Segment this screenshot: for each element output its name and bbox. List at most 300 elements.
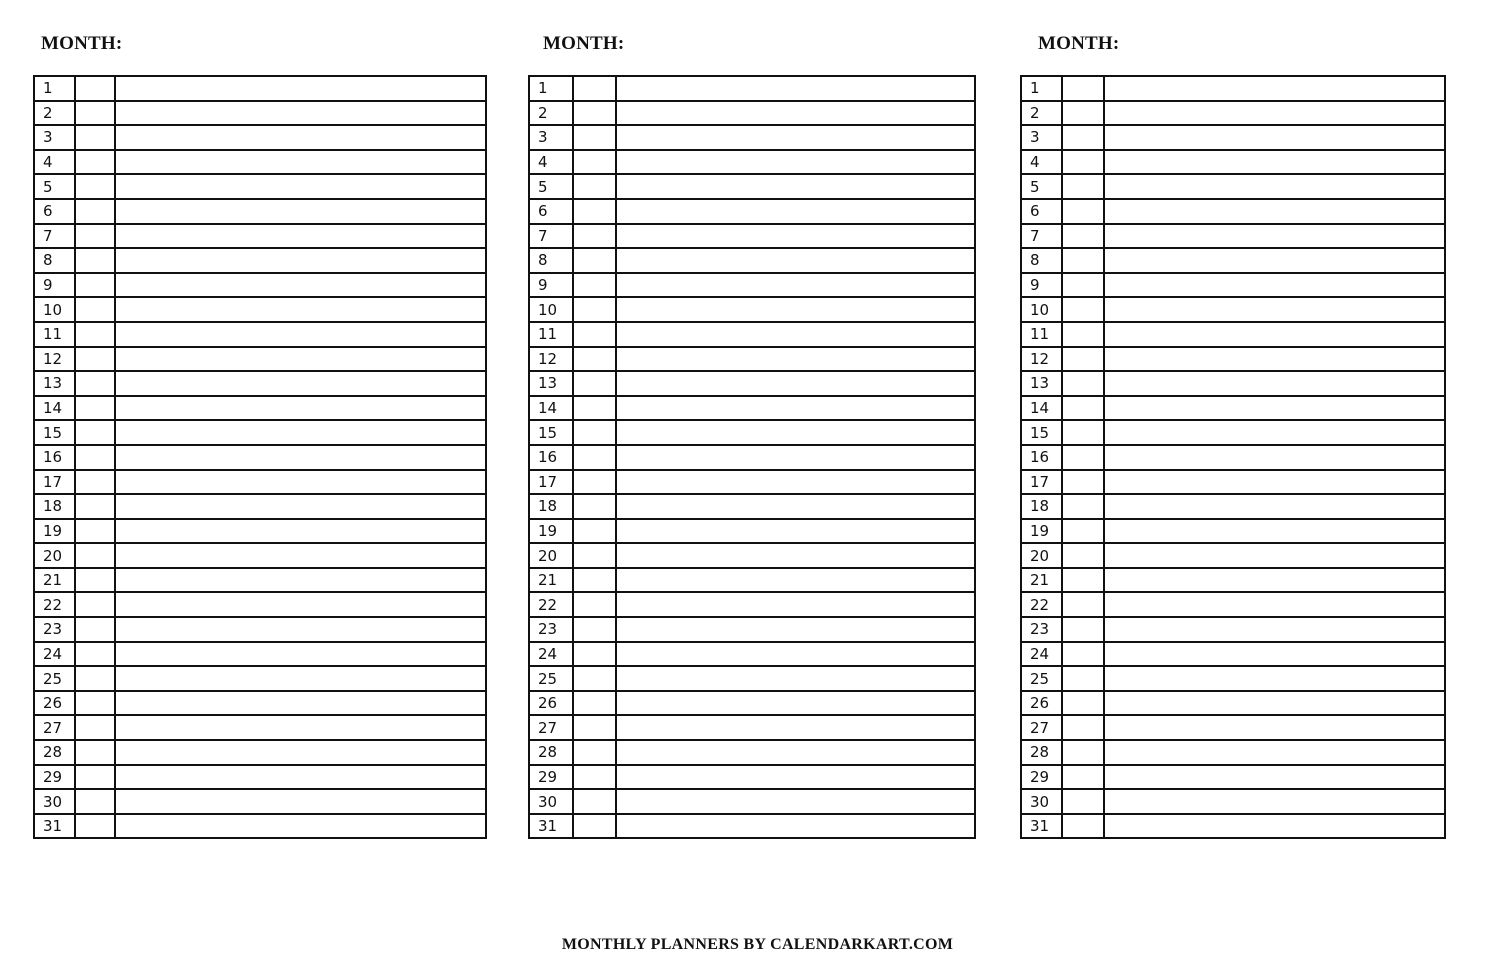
weekday-cell[interactable] [573,150,616,175]
day-number: 31 [34,814,75,839]
notes-cell[interactable] [1104,174,1445,199]
day-row [529,396,975,421]
day-number: 16 [34,445,75,470]
weekday-cell[interactable] [1062,76,1104,101]
notes-cell[interactable] [616,519,975,544]
notes-cell[interactable] [616,125,975,150]
day-number: 2 [529,101,573,126]
day-number: 10 [34,297,75,322]
day-row [34,691,486,716]
weekday-cell[interactable] [573,715,616,740]
day-number: 5 [1021,174,1062,199]
day-row [34,224,486,249]
notes-cell[interactable] [616,543,975,568]
day-number: 3 [1021,125,1062,150]
day-number: 19 [529,519,573,544]
weekday-cell[interactable] [573,789,616,814]
weekday-cell[interactable] [573,617,616,642]
weekday-cell[interactable] [573,470,616,495]
day-row [1021,519,1445,544]
weekday-cell[interactable] [1062,691,1104,716]
notes-cell[interactable] [1104,273,1445,298]
weekday-cell[interactable] [1062,617,1104,642]
day-row [1021,740,1445,765]
day-row [34,617,486,642]
weekday-cell[interactable] [1062,519,1104,544]
day-row [34,715,486,740]
notes-cell[interactable] [1104,396,1445,421]
day-number: 16 [529,445,573,470]
weekday-cell[interactable] [1062,814,1104,839]
day-number: 6 [529,199,573,224]
day-row [529,568,975,593]
day-number: 11 [1021,322,1062,347]
weekday-cell[interactable] [75,76,115,101]
day-number: 30 [529,789,573,814]
weekday-cell[interactable] [75,494,115,519]
day-row [529,592,975,617]
notes-cell[interactable] [1104,371,1445,396]
notes-cell[interactable] [616,396,975,421]
day-number: 29 [529,765,573,790]
notes-cell[interactable] [115,568,486,593]
weekday-cell[interactable] [1062,789,1104,814]
notes-cell[interactable] [616,101,975,126]
weekday-cell[interactable] [75,396,115,421]
weekday-cell[interactable] [1062,199,1104,224]
month-label-1: MONTH: [41,33,123,54]
day-number: 21 [529,568,573,593]
day-number: 13 [529,371,573,396]
weekday-cell[interactable] [75,174,115,199]
notes-cell[interactable] [1104,519,1445,544]
weekday-cell[interactable] [573,691,616,716]
day-number: 14 [529,396,573,421]
notes-cell[interactable] [1104,150,1445,175]
notes-cell[interactable] [115,150,486,175]
day-row [1021,715,1445,740]
weekday-cell[interactable] [573,248,616,273]
weekday-cell[interactable] [573,297,616,322]
notes-cell[interactable] [115,76,486,101]
weekday-cell[interactable] [573,666,616,691]
day-row [529,715,975,740]
day-number: 12 [529,347,573,372]
notes-cell[interactable] [1104,125,1445,150]
weekday-cell[interactable] [1062,592,1104,617]
notes-cell[interactable] [115,470,486,495]
day-number: 27 [1021,715,1062,740]
day-number: 25 [529,666,573,691]
notes-cell[interactable] [616,420,975,445]
weekday-cell[interactable] [75,347,115,372]
weekday-cell[interactable] [1062,125,1104,150]
weekday-cell[interactable] [1062,543,1104,568]
weekday-cell[interactable] [1062,642,1104,667]
notes-cell[interactable] [115,322,486,347]
day-number: 26 [34,691,75,716]
weekday-cell[interactable] [75,273,115,298]
notes-cell[interactable] [616,174,975,199]
notes-cell[interactable] [115,420,486,445]
notes-cell[interactable] [115,297,486,322]
day-row [529,224,975,249]
weekday-cell[interactable] [573,642,616,667]
weekday-cell[interactable] [75,740,115,765]
weekday-cell[interactable] [1062,248,1104,273]
day-row [529,543,975,568]
weekday-cell[interactable] [75,470,115,495]
weekday-cell[interactable] [573,273,616,298]
day-row [1021,101,1445,126]
notes-cell[interactable] [616,199,975,224]
notes-cell[interactable] [616,740,975,765]
weekday-cell[interactable] [1062,715,1104,740]
notes-cell[interactable] [115,740,486,765]
weekday-cell[interactable] [573,347,616,372]
day-row [529,494,975,519]
weekday-cell[interactable] [573,396,616,421]
planner-table-1 [33,75,487,839]
notes-cell[interactable] [115,371,486,396]
day-row [1021,765,1445,790]
weekday-cell[interactable] [1062,371,1104,396]
day-number: 20 [34,543,75,568]
day-row [1021,273,1445,298]
month-label-3: MONTH: [1038,33,1120,54]
day-number: 8 [1021,248,1062,273]
day-row [1021,617,1445,642]
day-number: 4 [1021,150,1062,175]
weekday-cell[interactable] [75,445,115,470]
day-row [34,470,486,495]
day-row [529,125,975,150]
day-number: 5 [529,174,573,199]
weekday-cell[interactable] [1062,297,1104,322]
weekday-cell[interactable] [75,150,115,175]
notes-cell[interactable] [1104,814,1445,839]
day-number: 21 [1021,568,1062,593]
weekday-cell[interactable] [1062,347,1104,372]
notes-cell[interactable] [1104,297,1445,322]
notes-cell[interactable] [1104,199,1445,224]
notes-cell[interactable] [115,347,486,372]
notes-cell[interactable] [1104,740,1445,765]
day-number: 17 [34,470,75,495]
notes-cell[interactable] [616,789,975,814]
day-number: 8 [529,248,573,273]
day-number: 7 [529,224,573,249]
day-row [1021,470,1445,495]
notes-cell[interactable] [1104,470,1445,495]
day-number: 30 [34,789,75,814]
day-row [529,347,975,372]
day-number: 15 [1021,420,1062,445]
notes-cell[interactable] [616,568,975,593]
notes-cell[interactable] [1104,224,1445,249]
notes-cell[interactable] [115,445,486,470]
weekday-cell[interactable] [1062,101,1104,126]
day-number: 24 [1021,642,1062,667]
notes-cell[interactable] [115,101,486,126]
day-row [529,789,975,814]
weekday-cell[interactable] [573,371,616,396]
day-number: 26 [529,691,573,716]
weekday-cell[interactable] [75,642,115,667]
notes-cell[interactable] [1104,494,1445,519]
day-row [34,297,486,322]
weekday-cell[interactable] [75,691,115,716]
notes-cell[interactable] [616,76,975,101]
weekday-cell[interactable] [1062,470,1104,495]
weekday-cell[interactable] [1062,174,1104,199]
day-number: 7 [1021,224,1062,249]
notes-cell[interactable] [616,691,975,716]
notes-cell[interactable] [115,494,486,519]
day-row [34,174,486,199]
day-number: 5 [34,174,75,199]
weekday-cell[interactable] [75,224,115,249]
day-number: 31 [1021,814,1062,839]
day-number: 2 [34,101,75,126]
weekday-cell[interactable] [573,543,616,568]
day-number: 29 [1021,765,1062,790]
weekday-cell[interactable] [75,666,115,691]
notes-cell[interactable] [1104,445,1445,470]
day-row [34,568,486,593]
day-number: 2 [1021,101,1062,126]
day-number: 23 [1021,617,1062,642]
notes-cell[interactable] [616,248,975,273]
weekday-cell[interactable] [1062,666,1104,691]
day-number: 17 [529,470,573,495]
weekday-cell[interactable] [573,445,616,470]
weekday-cell[interactable] [1062,322,1104,347]
notes-cell[interactable] [115,814,486,839]
notes-cell[interactable] [616,666,975,691]
day-number: 1 [1021,76,1062,101]
weekday-cell[interactable] [75,617,115,642]
notes-cell[interactable] [115,691,486,716]
notes-cell[interactable] [1104,715,1445,740]
notes-cell[interactable] [616,347,975,372]
notes-cell[interactable] [616,494,975,519]
day-number: 22 [34,592,75,617]
weekday-cell[interactable] [573,420,616,445]
weekday-cell[interactable] [573,76,616,101]
weekday-cell[interactable] [573,322,616,347]
weekday-cell[interactable] [1062,396,1104,421]
day-row [1021,445,1445,470]
month-label-2: MONTH: [543,33,625,54]
day-row [529,519,975,544]
notes-cell[interactable] [1104,789,1445,814]
weekday-cell[interactable] [573,199,616,224]
notes-cell[interactable] [115,174,486,199]
day-row [529,642,975,667]
notes-cell[interactable] [115,642,486,667]
day-number: 26 [1021,691,1062,716]
day-row [34,519,486,544]
weekday-cell[interactable] [75,814,115,839]
notes-cell[interactable] [115,396,486,421]
weekday-cell[interactable] [573,592,616,617]
weekday-cell[interactable] [75,199,115,224]
notes-cell[interactable] [1104,322,1445,347]
day-row [1021,789,1445,814]
day-number: 14 [1021,396,1062,421]
day-row [529,470,975,495]
day-number: 8 [34,248,75,273]
day-row [34,125,486,150]
notes-cell[interactable] [1104,101,1445,126]
notes-cell[interactable] [1104,347,1445,372]
day-number: 9 [34,273,75,298]
notes-cell[interactable] [616,617,975,642]
weekday-cell[interactable] [1062,224,1104,249]
weekday-cell[interactable] [1062,740,1104,765]
notes-cell[interactable] [115,666,486,691]
notes-cell[interactable] [616,715,975,740]
notes-cell[interactable] [115,543,486,568]
day-number: 14 [34,396,75,421]
weekday-cell[interactable] [1062,568,1104,593]
notes-cell[interactable] [115,224,486,249]
day-row [529,297,975,322]
notes-cell[interactable] [616,322,975,347]
weekday-cell[interactable] [75,125,115,150]
notes-cell[interactable] [115,617,486,642]
weekday-cell[interactable] [1062,765,1104,790]
day-number: 29 [34,765,75,790]
weekday-cell[interactable] [75,371,115,396]
notes-cell[interactable] [616,592,975,617]
notes-cell[interactable] [616,642,975,667]
day-number: 12 [1021,347,1062,372]
notes-cell[interactable] [1104,642,1445,667]
day-row [1021,322,1445,347]
day-row [529,740,975,765]
notes-cell[interactable] [1104,420,1445,445]
notes-cell[interactable] [616,765,975,790]
notes-cell[interactable] [1104,568,1445,593]
notes-cell[interactable] [616,445,975,470]
weekday-cell[interactable] [75,789,115,814]
weekday-cell[interactable] [75,420,115,445]
notes-cell[interactable] [115,199,486,224]
weekday-cell[interactable] [75,568,115,593]
day-row [34,814,486,839]
day-row [529,371,975,396]
notes-cell[interactable] [616,297,975,322]
weekday-cell[interactable] [573,224,616,249]
day-row [34,76,486,101]
day-row [1021,666,1445,691]
weekday-cell[interactable] [573,740,616,765]
day-row [1021,347,1445,372]
weekday-cell[interactable] [75,297,115,322]
notes-cell[interactable] [115,125,486,150]
weekday-cell[interactable] [573,174,616,199]
day-row [34,273,486,298]
notes-cell[interactable] [115,715,486,740]
notes-cell[interactable] [616,150,975,175]
weekday-cell[interactable] [573,568,616,593]
notes-cell[interactable] [1104,666,1445,691]
day-number: 28 [1021,740,1062,765]
day-number: 23 [529,617,573,642]
notes-cell[interactable] [616,224,975,249]
day-number: 17 [1021,470,1062,495]
notes-cell[interactable] [1104,765,1445,790]
weekday-cell[interactable] [573,814,616,839]
day-row [1021,248,1445,273]
weekday-cell[interactable] [573,765,616,790]
weekday-cell[interactable] [1062,494,1104,519]
day-number: 30 [1021,789,1062,814]
day-number: 27 [34,715,75,740]
notes-cell[interactable] [616,273,975,298]
notes-cell[interactable] [115,765,486,790]
notes-cell[interactable] [115,592,486,617]
notes-cell[interactable] [115,789,486,814]
day-number: 11 [529,322,573,347]
weekday-cell[interactable] [1062,445,1104,470]
day-row [529,248,975,273]
notes-cell[interactable] [616,470,975,495]
weekday-cell[interactable] [1062,420,1104,445]
notes-cell[interactable] [1104,76,1445,101]
weekday-cell[interactable] [573,125,616,150]
weekday-cell[interactable] [75,322,115,347]
day-number: 15 [34,420,75,445]
weekday-cell[interactable] [573,101,616,126]
day-row [1021,199,1445,224]
weekday-cell[interactable] [75,765,115,790]
weekday-cell[interactable] [1062,150,1104,175]
day-row [34,740,486,765]
day-row [34,396,486,421]
notes-cell[interactable] [1104,248,1445,273]
weekday-cell[interactable] [75,248,115,273]
weekday-cell[interactable] [573,519,616,544]
weekday-cell[interactable] [573,494,616,519]
day-number: 18 [529,494,573,519]
day-row [529,174,975,199]
notes-cell[interactable] [115,273,486,298]
day-number: 20 [529,543,573,568]
notes-cell[interactable] [115,248,486,273]
weekday-cell[interactable] [75,519,115,544]
notes-cell[interactable] [115,519,486,544]
notes-cell[interactable] [1104,592,1445,617]
day-row [1021,76,1445,101]
notes-cell[interactable] [1104,543,1445,568]
weekday-cell[interactable] [75,592,115,617]
notes-cell[interactable] [1104,691,1445,716]
notes-cell[interactable] [616,371,975,396]
day-row [34,789,486,814]
day-row [1021,224,1445,249]
notes-cell[interactable] [1104,617,1445,642]
weekday-cell[interactable] [75,543,115,568]
notes-cell[interactable] [616,814,975,839]
weekday-cell[interactable] [75,101,115,126]
weekday-cell[interactable] [75,715,115,740]
day-row [1021,691,1445,716]
planner-table-2 [528,75,976,839]
weekday-cell[interactable] [1062,273,1104,298]
